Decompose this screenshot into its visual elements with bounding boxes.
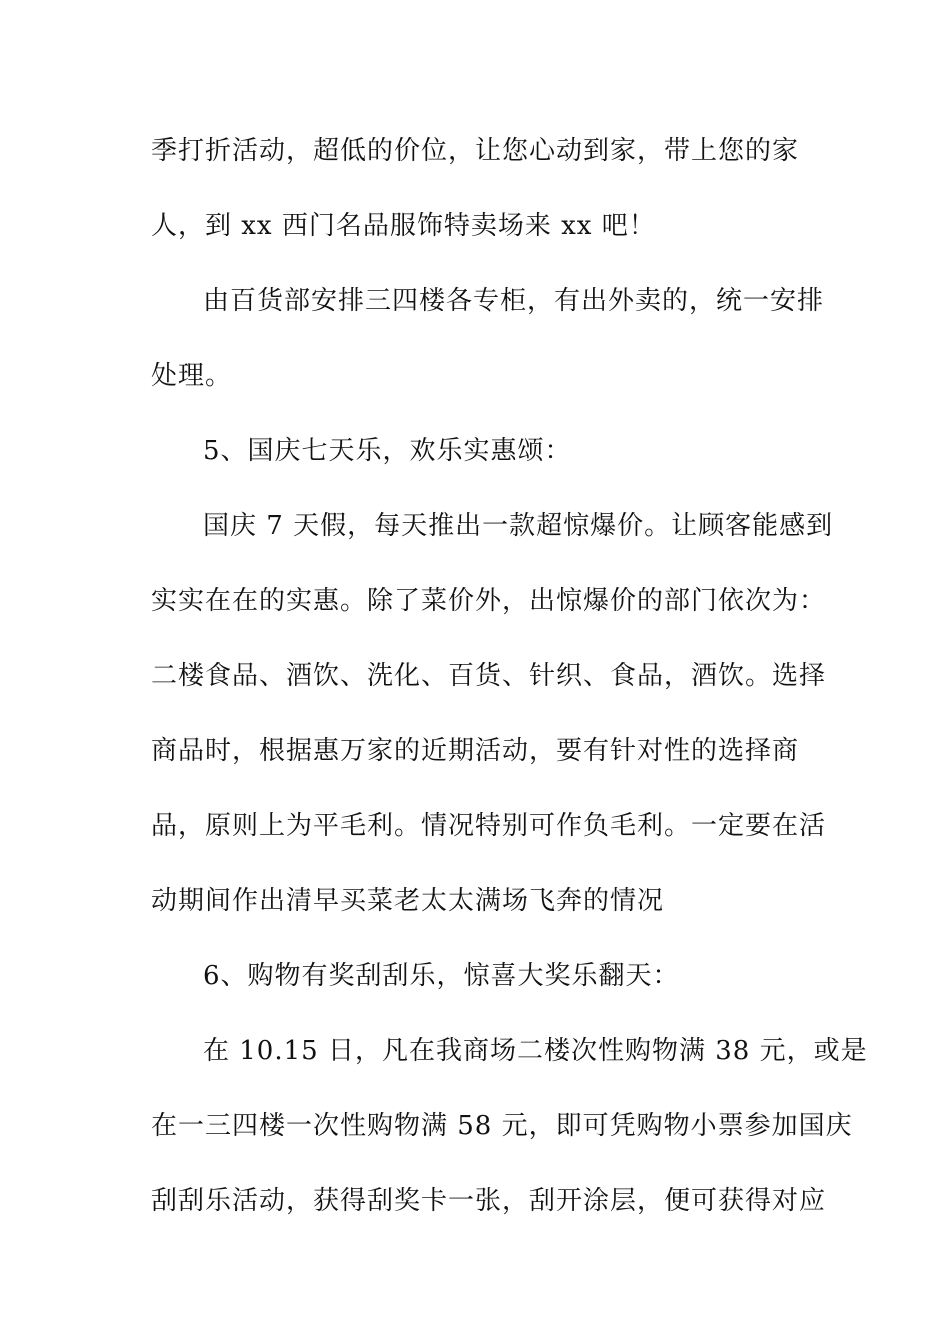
text-line: 在一三四楼一次性购物满 58 元，即可凭购物小票参加国庆	[151, 1111, 853, 1141]
text-line: 品，原则上为平毛利。情况特别可作负毛利。一定要在活	[151, 811, 827, 841]
text-line: 实实在在的实惠。除了菜价外，出惊爆价的部门依次为：	[151, 586, 827, 616]
text-line: 处理。	[151, 361, 233, 391]
text-line: 商品时，根据惠万家的近期活动，要有针对性的选择商	[151, 736, 800, 766]
text-line: 季打折活动，超低的价位，让您心动到家，带上您的家	[151, 136, 800, 166]
paragraph-start-line: 在 10.15 日，凡在我商场二楼次性购物满 38 元，或是	[203, 1036, 868, 1066]
text-line: 人，到 xx 西门名品服饰特卖场来 xx 吧！	[151, 211, 656, 241]
section-heading: 5、国庆七天乐，欢乐实惠颂：	[203, 436, 572, 466]
paragraph-start-line: 由百货部安排三四楼各专柜，有出外卖的，统一安排	[203, 286, 825, 316]
text-line: 刮刮乐活动，获得刮奖卡一张，刮开涂层，便可获得对应	[151, 1186, 827, 1216]
text-line: 二楼食品、酒饮、洗化、百货、针织、食品，酒饮。选择	[151, 661, 827, 691]
section-heading: 6、购物有奖刮刮乐，惊喜大奖乐翻天：	[203, 961, 680, 991]
text-line: 动期间作出清早买菜老太太满场飞奔的情况	[151, 886, 665, 916]
paragraph-start-line: 国庆 7 天假，每天推出一款超惊爆价。让顾客能感到	[203, 511, 834, 541]
